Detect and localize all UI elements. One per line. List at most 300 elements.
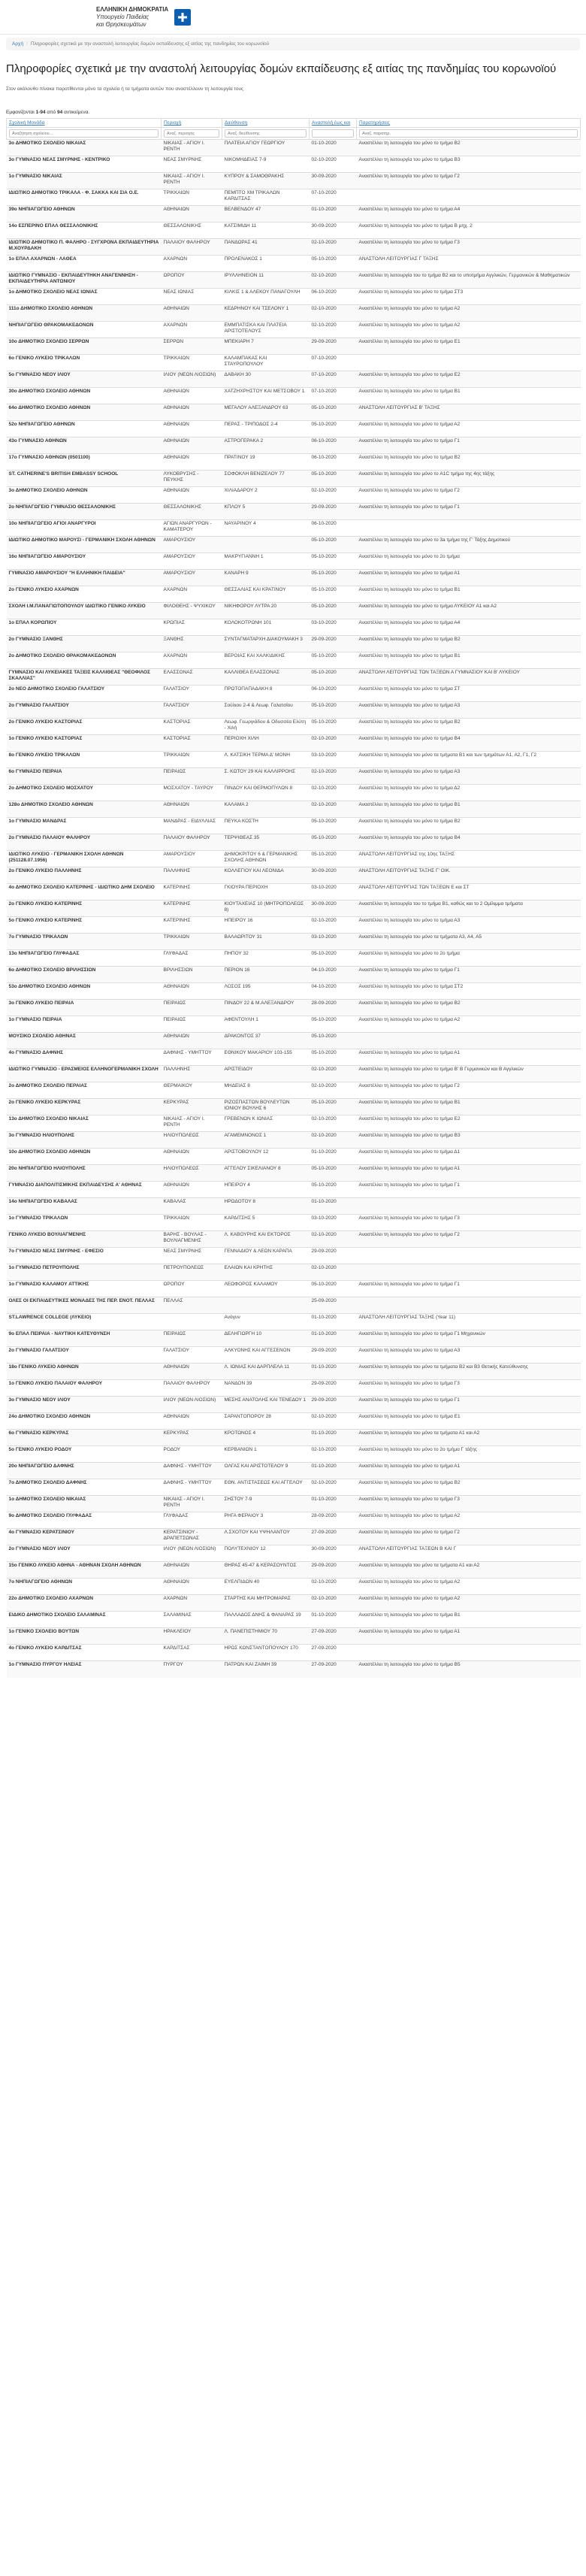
remarks-cell: Αναστέλλει τη λειτουργία του μόνο το τμήμα Γ3 <box>357 1496 581 1512</box>
table-row <box>7 934 581 950</box>
area-cell: ΘΕΣΣΑΛΟΝΙΚΗΣ <box>162 504 222 520</box>
table-row <box>7 1215 581 1231</box>
school-name-cell: 10ο ΔΗΜΟΤΙΚΟ ΣΧΟΛΕΙΟ ΑΘΗΝΩΝ <box>7 1149 162 1165</box>
table-row <box>7 1066 581 1082</box>
address-cell: ΕΛΑΙΩΝ ΚΑΙ ΚΡΗΤΗΣ <box>222 1264 310 1281</box>
address-cell: ΚΙΛΚΙΣ 1 & ΑΛΕΚΟΥ ΠΑΝΑΓΟΥΛΗ <box>222 289 310 305</box>
table-row <box>7 1397 581 1413</box>
suspension-date-cell: 07-10-2020 <box>310 371 357 388</box>
table-row <box>7 570 581 586</box>
remarks-cell: ΑΝΑΣΤΟΛΗ ΛΕΙΤΟΥΡΓΙΑΣ Β' ΤΑΞΗΣ <box>357 404 581 421</box>
address-cell: ΠΑΛΛΑΔΟΣ ΔΝΗΣ & ΦΑΝΑΡΑΣ 19 <box>222 1612 310 1628</box>
suspension-date-cell: 02-10-2020 <box>310 1413 357 1430</box>
area-cell <box>162 1314 222 1330</box>
area-cell: ΑΓΙΩΝ ΑΝΑΡΓΥΡΩΝ - ΚΑΜΑΤΕΡΟΥ <box>162 520 222 537</box>
table-row <box>7 719 581 735</box>
suspension-date-cell: 29-09-2020 <box>310 504 357 520</box>
suspension-date-cell: 02-10-2020 <box>310 1595 357 1612</box>
table-row <box>7 1463 581 1479</box>
area-cell: ΗΛΙΟΥΠΟΛΕΩΣ <box>162 1165 222 1182</box>
area-cell: ΠΕΙΡΑΙΩΣ <box>162 1330 222 1347</box>
school-name-cell: 4ο ΓΥΜΝΑΣΙΟ ΚΕΡΑΤΣΙΝΙΟΥ <box>7 1529 162 1545</box>
area-cell: ΓΑΛΑΤΣΙΟΥ <box>162 1347 222 1364</box>
remarks-cell: Αναστέλλει τη λειτουργία του μόνο το τμήμα Β μηχ. 2 <box>357 222 581 239</box>
area-cell: ΜΑΝΔΡΑΣ - ΕΙΔΥΛΛΙΑΣ <box>162 818 222 834</box>
address-cell: ΑΓΓΕΛΟΥ ΣΙΚΕΛΙΑΝΟΥ 8 <box>222 1165 310 1182</box>
area-cell: ΛΥΚΟΒΡΥΣΗΣ - ΠΕΥΚΗΣ <box>162 471 222 487</box>
remarks-cell: Αναστέλλει τη λειτουργία του μόνο τα τμήματα Β2 και Β3 Θετικής Κατεύθυνσης <box>357 1364 581 1380</box>
suspension-date-cell: 29-09-2020 <box>310 1248 357 1264</box>
school-name-cell: 16ο ΝΗΠΙΑΓΩΓΕΙΟ ΑΜΑΡΟΥΣΙΟΥ <box>7 553 162 570</box>
table-row <box>7 636 581 652</box>
area-cell: ΚΑΒΑΛΑΣ <box>162 1198 222 1215</box>
site-header <box>0 0 586 35</box>
remarks-cell: ΑΝΑΣΤΟΛΗ ΛΕΙΤΟΥΡΓΙΑΣ ΤΑΞΗΣ Γ' ΟΙΚ. <box>357 867 581 884</box>
table-row <box>7 735 581 752</box>
area-cell: ΑΘΗΝΑΙΩΝ <box>162 454 222 471</box>
area-cell: ΡΟΔΟΥ <box>162 1446 222 1463</box>
area-cell: ΤΡΙΚΚΑΙΩΝ <box>162 189 222 206</box>
school-name-cell: 9ο ΕΠΑΛ ΠΕΙΡΑΙΑ - ΝΑΥΤΙΚΗ ΚΑΤΕΥΘΥΝΣΗ <box>7 1330 162 1347</box>
area-cell: ΜΟΣΧΑΤΟΥ - ΤΑΥΡΟΥ <box>162 785 222 801</box>
address-cell: Σούλιου 2-4 & Λεωφ. Γαλατσίου <box>222 702 310 719</box>
address-cell: ΠΕΥΚΑ ΚΟΣΤΗ <box>222 818 310 834</box>
suspension-date-cell: 29-09-2020 <box>310 1397 357 1413</box>
remarks-cell: Αναστέλλει τη λειτουργία του μόνο το τμήμα ΣΤ <box>357 686 581 702</box>
address-cell: ΜΑΚΡΥΓΙΑΝΝΗ 1 <box>222 553 310 570</box>
area-cell: ΑΘΗΝΑΙΩΝ <box>162 983 222 1000</box>
suspension-date-cell: 25-09-2020 <box>310 1297 357 1314</box>
remarks-cell: Αναστέλλει τη λειτουργία του μόνο το τμήμα Β2 <box>357 140 581 156</box>
table-row <box>7 1000 581 1016</box>
school-name-cell: 1ο ΕΠΑΛ ΑΧΑΡΝΩΝ - ΛΑΘΕΑ <box>7 256 162 272</box>
schools-grid <box>6 118 581 1678</box>
suspension-date-cell: 02-10-2020 <box>310 1082 357 1099</box>
suspension-date-cell: 28-09-2020 <box>310 1512 357 1529</box>
address-filter-input[interactable] <box>225 129 307 138</box>
remarks-cell: Αναστέλλει τη λειτουργία του μόνο το A1C τμήμα της 4ης τάξης <box>357 471 581 487</box>
remarks-cell: Αναστέλλει τη λειτουργία του μόνο το τμήμα Α3 <box>357 917 581 934</box>
suspension-date-cell: 05-10-2020 <box>310 603 357 619</box>
remarks-cell <box>357 189 581 206</box>
table-row <box>7 553 581 570</box>
address-cell: ΣΥΝΤΑΓΜΑΤΑΡΧΗ ΔΙΑΚΟΥΜΑΚΗ 3 <box>222 636 310 652</box>
school-name-cell: 1ο ΓΥΜΝΑΣΙΟ ΠΕΤΡΟΥΠΟΛΗΣ <box>7 1264 162 1281</box>
area-cell: ΔΑΦΝΗΣ - ΥΜΗΤΤΟΥ <box>162 1049 222 1066</box>
table-row <box>7 983 581 1000</box>
table-row <box>7 818 581 834</box>
table-row <box>7 471 581 487</box>
school-name-cell: 2ο ΓΕΝΙΚΟ ΛΥΚΕΙΟ ΠΑΛΛΗΝΗΣ <box>7 867 162 884</box>
school-name-cell: 14ο ΝΗΠΙΑΓΩΓΕΙΟ ΚΑΒΑΛΑΣ <box>7 1198 162 1215</box>
area-cell: ΤΡΙΚΚΑΙΩΝ <box>162 355 222 371</box>
area-cell: ΙΛΙΟΥ (ΝΕΩΝ ΛΙΟΣΙΩΝ) <box>162 1545 222 1562</box>
address-cell: ΚΑΛΑΜΑ 2 <box>222 801 310 818</box>
remarks-cell: Αναστέλλει τη λειτουργία του μόνο το τμήμα Α3 <box>357 768 581 785</box>
suspension-date-cell: 01-10-2020 <box>310 1198 357 1215</box>
table-row <box>7 222 581 239</box>
suspension-date-cell: 01-10-2020 <box>310 1496 357 1512</box>
area-cell: ΣΑΛΑΜΙΝΑΣ <box>162 1612 222 1628</box>
suspension-date-cell: 06-10-2020 <box>310 289 357 305</box>
school-name-cell: 6ο ΔΗΜΟΤΙΚΟ ΣΧΟΛΕΙΟ ΒΡΙΛΗΣΣΙΩΝ <box>7 967 162 983</box>
school-name-cell: 2ο ΓΥΜΝΑΣΙΟ ΝΕΟΥ ΙΛΙΟΥ <box>7 1545 162 1562</box>
remarks-cell: Αναστέλλει τη λειτουργία του μόνο το τμήμα Γ1 <box>357 1281 581 1297</box>
address-cell: ΡΗΓΑ ΦΕΡΑΙΟΥ 3 <box>222 1512 310 1529</box>
area-cell: ΚΕΡΚΥΡΑΣ <box>162 1430 222 1446</box>
address-cell: Ανάγυν <box>222 1314 310 1330</box>
school-name-cell: 13ο ΝΗΠΙΑΓΩΓΕΙΟ ΓΛΥΦΑΔΑΣ <box>7 950 162 967</box>
suspension-date-cell: 02-10-2020 <box>310 1264 357 1281</box>
suspension-date-cell: 05-10-2020 <box>310 1049 357 1066</box>
remarks-cell: Αναστέλλει τη λειτουργία του μόνο το τμήμα Γ1 <box>357 1397 581 1413</box>
address-cell: ΔΗΜΟΚΡΙΤΟΥ 6 & ΓΕΡΜΑΝΙΚΗΣ ΣΧΟΛΗΣ ΑΘΗΝΩΝ <box>222 851 310 867</box>
remarks-cell: Αναστέλλει τη λειτουργία του μόνο το τμήμα Α2 <box>357 1016 581 1033</box>
address-cell: ΝΙΚΗΦΟΡΟΥ ΛΥΤΡΑ 20 <box>222 603 310 619</box>
school-name-cell: 3ο ΔΗΜΟΤΙΚΟ ΣΧΟΛΕΙΟ ΝΙΚΑΙΑΣ <box>7 140 162 156</box>
remarks-cell: ΑΝΑΣΤΟΛΗ ΛΕΙΤΟΥΡΓΙΑΣ ΤΑΞΗΣ (Year 11) <box>357 1314 581 1330</box>
suspension-date-cell: 02-10-2020 <box>310 1115 357 1132</box>
area-cell: ΑΘΗΝΑΙΩΝ <box>162 388 222 404</box>
remarks-cell <box>357 1645 581 1661</box>
address-cell: ΠΑΤΡΩΝ ΚΑΙ ΖΑΙΜΗ 39 <box>222 1661 310 1678</box>
school-name-cell: 2ο ΝΕΟ ΔΗΜΟΤΙΚΟ ΣΧΟΛΕΙΟ ΓΑΛΑΤΣΙΟΥ <box>7 686 162 702</box>
remarks-cell: Αναστέλλει τη λειτουργία του μόνο το τμήμα Γ2 <box>357 487 581 504</box>
grid-filter-row <box>7 128 581 140</box>
address-cell: ΗΠΕΙΡΟΥ 4 <box>222 1182 310 1198</box>
address-cell: ΕΜΜΠΑΤΙΣΚΑ ΚΑΙ ΠΛΑΤΕΙΑ ΑΡΙΣΤΟΤΕΛΟΥΣ <box>222 322 310 338</box>
school-name-cell: ΟΛΕΣ ΟΙ ΕΚΠΑΙΔΕΥΤΙΚΕΣ ΜΟΝΑΔΕΣ ΤΗΣ ΠΕΡ. ΕΝΟΤ. ΠΕΛΛΑΣ <box>7 1297 162 1314</box>
suspension-date-cell: 28-09-2020 <box>310 1000 357 1016</box>
area-cell: ΑΜΑΡΟΥΣΙΟΥ <box>162 851 222 867</box>
school-name-cell: 6ο ΓΕΝΙΚΟ ΛΥΚΕΙΟ ΤΡΙΚΑΛΩΝ <box>7 355 162 371</box>
suspension-date-cell: 29-09-2020 <box>310 338 357 355</box>
remarks-cell: ΑΝΑΣΤΟΛΗ ΛΕΙΤΟΥΡΓΙΑΣ ΤΑΞΕΩΝ Β ΚΑΙ Γ <box>357 1545 581 1562</box>
address-cell: ΚΕΔΡΗΝΟΥ ΚΑΙ ΤΣΕΛΟΝΥ 1 <box>222 305 310 322</box>
area-cell: ΚΑΡΔΙΤΣΑΣ <box>162 1645 222 1661</box>
column-header-school[interactable]: Σχολική Μονάδα <box>7 119 162 128</box>
grid-header-row <box>7 119 581 128</box>
suspension-date-cell: 02-10-2020 <box>310 1231 357 1248</box>
area-filter-input[interactable] <box>164 129 219 138</box>
school-name-cell: 2ο ΓΥΜΝΑΣΙΟ ΓΑΛΑΤΣΙΟΥ <box>7 1347 162 1364</box>
remarks-cell: Αναστέλλει τη λειτουργία του μόνο το τμήμα Δ2 <box>357 785 581 801</box>
area-cell: ΑΧΑΡΝΩΝ <box>162 652 222 669</box>
area-cell: ΑΧΑΡΝΩΝ <box>162 256 222 272</box>
table-row <box>7 371 581 388</box>
school-name-cell: 1ο ΓΥΜΝΑΣΙΟ ΜΑΝΔΡΑΣ <box>7 818 162 834</box>
address-cell: Λ. ΚΑΤΣΙΚΗ ΤΕΡΜΑ Δ' ΜΟΝΗ <box>222 752 310 768</box>
school-filter-input[interactable] <box>9 129 159 138</box>
table-row <box>7 1529 581 1545</box>
suspension-date-cell: 05-10-2020 <box>310 719 357 735</box>
remarks-cell: Αναστέλλει τη λειτουργία του μόνο το τμήμα ΛΥΚΕΙΟΥ Α1 και Α2 <box>357 603 581 619</box>
area-cell: ΠΑΛΛΗΝΗΣ <box>162 1066 222 1082</box>
suspension-date-cell: 05-10-2020 <box>310 256 357 272</box>
remarks-cell: Αναστέλλει τη λειτουργία του μόνο το τμήμα Β2 <box>357 719 581 735</box>
school-name-cell: 20ο ΝΗΠΙΑΓΩΓΕΙΟ ΔΑΦΝΗΣ <box>7 1463 162 1479</box>
remarks-cell: Αναστέλλει τη λειτουργία του μόνο το τμήμα ΣΤ2 <box>357 983 581 1000</box>
suspension-date-cell: 05-10-2020 <box>310 537 357 553</box>
address-cell: ΣΑΡΑΝΤΟΠΟΡΟΥ 28 <box>222 1413 310 1430</box>
address-cell: ΧΙΛΙΑΔΑΡΟΥ 2 <box>222 487 310 504</box>
address-cell: ΒΕΛΒΕΝΔΟΥ 47 <box>222 206 310 222</box>
table-row <box>7 917 581 934</box>
remarks-cell: Αναστέλλει τη λειτουργία του μόνο το τμήμα Γ2 <box>357 173 581 189</box>
school-name-cell: ΓΥΜΝΑΣΙΟ ΑΜΑΡΟΥΣΙΟΥ "Η ΕΛΛΗΝΙΚΗ ΠΑΙΔΕΙΑ" <box>7 570 162 586</box>
area-cell: ΣΕΡΡΩΝ <box>162 338 222 355</box>
table-row <box>7 1082 581 1099</box>
remarks-cell: Αναστέλλει τη λειτουργία του μόνο το 2ο τμήμα Γ τάξης <box>357 1446 581 1463</box>
table-row <box>7 1231 581 1248</box>
address-cell: Λ. ΚΑΒΟΥΡΗΣ ΚΑΙ ΕΚΤΟΡΟΣ <box>222 1231 310 1248</box>
address-cell: ΟΛΓΑΣ ΚΑΙ ΑΡΙΣΤΟΤΕΛΟΥ 9 <box>222 1463 310 1479</box>
remarks-cell: Αναστέλλει τη λειτουργία του μόνο το τμήμα Γ3 <box>357 1215 581 1231</box>
school-name-cell: 3ο ΓΥΜΝΑΣΙΟ ΝΕΑΣ ΣΜΥΡΝΗΣ - ΚΕΝΤΡΙΚΟ <box>7 156 162 173</box>
address-cell <box>222 1297 310 1314</box>
address-cell: ΠΕΡΑΣ - ΤΡΙΠΟΔΟΣ 2-4 <box>222 421 310 437</box>
table-row <box>7 355 581 371</box>
address-cell: ΕΥΕΛΠΙΔΩΝ 40 <box>222 1579 310 1595</box>
remarks-cell: Αναστέλλει τη λειτουργία του μόνο τα τμήματα Β1 και των τμημάτων Α1, Α2, Γ1, Γ2 <box>357 752 581 768</box>
school-name-cell: 24ο ΔΗΜΟΤΙΚΟ ΣΧΟΛΕΙΟ ΑΘΗΝΩΝ <box>7 1413 162 1430</box>
suspension-date-cell: 05-10-2020 <box>310 669 357 686</box>
date-filter-input[interactable] <box>312 129 354 138</box>
school-name-cell: 2ο ΝΗΠΙΑΓΩΓΕΙΟ ΓΥΜΝΑΣΙΟ ΘΕΣΣΑΛΟΝΙΚΗΣ <box>7 504 162 520</box>
table-row <box>7 1264 581 1281</box>
school-name-cell: 1ο ΓΥΜΝΑΣΙΟ ΚΑΛΑΜΟΥ ΑΤΤΙΚΗΣ <box>7 1281 162 1297</box>
address-cell: ΑΛΚΥΟΝΗΣ ΚΑΙ ΑΓΓΕΣΕΝΟΝ <box>222 1347 310 1364</box>
school-name-cell: ΙΔΙΩΤΙΚΟ ΔΗΜΟΤΙΚΟ ΜΑΡΟΥΣΙ - ΓΕΡΜΑΝΙΚΗ ΣΧΟΛΗ ΑΘΗΝΩΝ <box>7 537 162 553</box>
school-name-cell: 3ο ΔΗΜΟΤΙΚΟ ΣΧΟΛΕΙΟ ΑΘΗΝΩΝ <box>7 487 162 504</box>
suspension-date-cell: 27-09-2020 <box>310 1628 357 1645</box>
table-row <box>7 801 581 818</box>
school-name-cell: 2ο ΔΗΜΟΤΙΚΟ ΣΧΟΛΕΙΟ ΜΟΣΧΑΤΟΥ <box>7 785 162 801</box>
area-cell: ΝΙΚΑΙΑΣ - ΑΓΙΟΥ Ι. ΡΕΝΤΗ <box>162 140 222 156</box>
address-cell: ΤΕΡΨΙΘΕΑΣ 35 <box>222 834 310 851</box>
remarks-cell: Αναστέλλει τη λειτουργία του μόνο το τμήμα Β1 <box>357 1099 581 1115</box>
address-cell: ΘΗΡΑΣ 45-47 & ΚΕΡΑΣΟΥΝΤΟΣ <box>222 1562 310 1579</box>
address-cell: ΔΡΑΚΟΝΤΟΣ 37 <box>222 1033 310 1049</box>
remarks-cell <box>357 520 581 537</box>
school-name-cell: 1ο ΓΕΝΙΚΟ ΛΥΚΕΙΟ ΠΑΛΑΙΟΥ ΦΑΛΗΡΟΥ <box>7 1380 162 1397</box>
breadcrumb-separator: / <box>26 41 28 47</box>
address-cell: ΕΘΝ. ΑΝΤΙΣΤΑΣΕΩΣ ΚΑΙ ΑΓΓΕΛΟΥ <box>222 1479 310 1496</box>
area-cell: ΑΧΑΡΝΩΝ <box>162 1595 222 1612</box>
suspension-date-cell: 02-10-2020 <box>310 735 357 752</box>
area-cell: ΠΕΙΡΑΙΩΣ <box>162 1016 222 1033</box>
summary-range: 1-94 <box>35 110 46 115</box>
suspension-date-cell: 01-10-2020 <box>310 140 357 156</box>
remarks-cell: Αναστέλλει τη λειτουργία του μόνο το τμήμα Α2 <box>357 421 581 437</box>
suspension-date-cell: 02-10-2020 <box>310 1066 357 1082</box>
address-cell: ΣΤΑΡΤΗΣ ΚΑΙ ΜΗΤΡΟΜΑΡΑΣ <box>222 1595 310 1612</box>
suspension-date-cell: 05-10-2020 <box>310 1016 357 1033</box>
breadcrumb <box>6 38 580 50</box>
suspension-date-cell: 05-10-2020 <box>310 553 357 570</box>
column-header-address[interactable]: Διεύθυνση <box>222 119 310 128</box>
suspension-date-cell: 27-09-2020 <box>310 1529 357 1545</box>
area-cell: ΑΘΗΝΑΙΩΝ <box>162 305 222 322</box>
area-cell: ΙΛΙΟΥ (ΝΕΩΝ ΛΙΟΣΙΩΝ) <box>162 1397 222 1413</box>
school-name-cell: 128ο ΔΗΜΟΤΙΚΟ ΣΧΟΛΕΙΟ ΑΘΗΝΩΝ <box>7 801 162 818</box>
table-row <box>7 156 581 173</box>
table-row <box>7 173 581 189</box>
column-header-area[interactable]: Περιοχή <box>162 119 222 128</box>
suspension-date-cell: 05-10-2020 <box>310 471 357 487</box>
area-cell: ΑΘΗΝΑΙΩΝ <box>162 1182 222 1198</box>
remarks-cell: Αναστέλλει τη λειτουργία του μόνο το τμήμα Ε1 <box>357 1413 581 1430</box>
logo-line-1: ΕΛΛΗΝΙΚΗ ΔΗΜΟΚΡΑΤΙΑ <box>96 5 169 13</box>
school-name-cell: 9ο ΔΗΜΟΤΙΚΟ ΣΧΟΛΕΙΟ ΓΛΥΦΑΔΑΣ <box>7 1512 162 1529</box>
table-row <box>7 504 581 520</box>
area-cell: ΠΑΛΑΙΟΥ ΦΑΛΗΡΟΥ <box>162 239 222 256</box>
suspension-date-cell: 02-10-2020 <box>310 272 357 289</box>
table-row <box>7 537 581 553</box>
address-cell <box>222 537 310 553</box>
remarks-cell: Αναστέλλει τη λειτουργία του μόνο το τμήμα Β1 <box>357 1612 581 1628</box>
remarks-cell: Αναστέλλει τη λειτουργία του μόνο το τμήμα Γ3 <box>357 1380 581 1397</box>
address-cell: ΜΠΕΚΙΑΡΗ 7 <box>222 338 310 355</box>
remarks-cell: Αναστέλλει τη λειτουργία του μόνο το τμήμα Β2 <box>357 818 581 834</box>
remarks-filter-input[interactable] <box>359 129 578 138</box>
suspension-date-cell: 02-10-2020 <box>310 1579 357 1595</box>
suspension-date-cell: 05-10-2020 <box>310 702 357 719</box>
suspension-date-cell: 02-10-2020 <box>310 1132 357 1149</box>
suspension-date-cell: 05-10-2020 <box>310 834 357 851</box>
area-cell: ΑΘΗΝΑΙΩΝ <box>162 437 222 454</box>
table-row <box>7 1198 581 1215</box>
ministry-logo[interactable] <box>96 6 168 29</box>
suspension-date-cell: 01-10-2020 <box>310 1364 357 1380</box>
school-name-cell: 2ο ΔΗΜΟΤΙΚΟ ΣΧΟΛΕΙΟ ΘΡΑΚΟΜΑΚΕΔΟΝΩΝ <box>7 652 162 669</box>
remarks-cell <box>357 1198 581 1215</box>
address-cell: ΚΑΛΑΜΠΑΚΑΣ ΚΑΙ ΣΤΑΥΡΟΠΟΥΛΟΥ <box>222 355 310 371</box>
column-header-suspension-date[interactable]: Αναστολή έως και <box>310 119 357 128</box>
suspension-date-cell: 02-10-2020 <box>310 322 357 338</box>
suspension-date-cell: 30-09-2020 <box>310 901 357 917</box>
summary-middle: από <box>47 110 56 115</box>
school-name-cell: 6ο ΓΥΜΝΑΣΙΟ ΚΕΡΚΥΡΑΣ <box>7 1430 162 1446</box>
area-cell: ΑΜΑΡΟΥΣΙΟΥ <box>162 537 222 553</box>
area-cell: ΤΡΙΚΚΑΙΩΝ <box>162 1215 222 1231</box>
suspension-date-cell: 03-10-2020 <box>310 1215 357 1231</box>
address-cell: ΠΕΜΠΤΟ ΧΜ ΤΡΙΚΑΛΩΝ ΚΑΡΔΙΤΣΑΣ <box>222 189 310 206</box>
address-cell: ΣΟΦΟΚΛΗ ΒΕΝΙΖΕΛΟΥ 77 <box>222 471 310 487</box>
school-name-cell: ΓΥΜΝΑΣΙΟ ΚΑΙ ΛΥΚΕΙΑΚΕΣ ΤΑΞΕΙΣ ΚΑΛΛΙΘΕΑΣ "ΘΕΟΦΙΛΟΣ ΣΚΑΛΛΙΑΣ" <box>7 669 162 686</box>
table-row <box>7 1099 581 1115</box>
table-row <box>7 1182 581 1198</box>
remarks-cell: Αναστέλλει τη λειτουργία του μόνο το τμήμα Γ1 <box>357 437 581 454</box>
remarks-cell: Αναστέλλει τη λειτουργία του μόνο το τμήμα Ε1 <box>357 338 581 355</box>
remarks-cell: Αναστέλλει τη λειτουργία του μόνο το τμήμα Γ1 <box>357 967 581 983</box>
area-cell: ΦΙΛΟΘΕΗΣ - ΨΥΧΙΚΟΥ <box>162 603 222 619</box>
area-cell: ΚΕΡΚΥΡΑΣ <box>162 1099 222 1115</box>
suspension-date-cell: 01-10-2020 <box>310 1612 357 1628</box>
school-name-cell: ΙΔΙΩΤΙΚΟ ΛΥΚΕΙΟ - ΓΕΡΜΑΝΙΚΗ ΣΧΟΛΗ ΑΘΗΝΩΝ (251128.07.1956) <box>7 851 162 867</box>
remarks-cell <box>357 1033 581 1049</box>
table-row <box>7 702 581 719</box>
suspension-date-cell: 02-10-2020 <box>310 801 357 818</box>
area-cell: ΘΕΣΣΑΛΟΝΙΚΗΣ <box>162 222 222 239</box>
remarks-cell <box>357 1248 581 1264</box>
school-name-cell: 64ο ΔΗΜΟΤΙΚΟ ΣΧΟΛΕΙΟ ΑΘΗΝΩΝ <box>7 404 162 421</box>
remarks-cell: Αναστέλλει τη λειτουργία του μόνο το τμήμα Γ2 <box>357 1529 581 1545</box>
school-name-cell: 7ο ΝΗΠΙΑΓΩΓΕΙΟ ΑΘΗΝΩΝ <box>7 1579 162 1595</box>
suspension-date-cell: 29-09-2020 <box>310 1347 357 1364</box>
area-cell: ΚΕΡΑΤΣΙΝΙΟΥ - ΔΡΑΠΕΤΣΩΝΑΣ <box>162 1529 222 1545</box>
suspension-date-cell: 30-09-2020 <box>310 1545 357 1562</box>
school-name-cell: 52ο ΝΗΠΙΑΓΩΓΕΙΟ ΑΘΗΝΩΝ <box>7 421 162 437</box>
school-name-cell: 10ο ΔΗΜΟΤΙΚΟ ΣΧΟΛΕΙΟ ΣΕΡΡΩΝ <box>7 338 162 355</box>
breadcrumb-home-link[interactable]: Αρχή <box>12 41 24 47</box>
school-name-cell: ΙΔΙΩΤΙΚΟ ΔΗΜΟΤΙΚΟ ΤΡΙΚΑΛΑ - Φ. ΣΑΚΚΑ ΚΑΙ ΣΙΑ Ο.Ε. <box>7 189 162 206</box>
address-cell: ΚΕΡΒΑΝΙΩΝ 1 <box>222 1446 310 1463</box>
area-cell: ΓΑΛΑΤΣΙΟΥ <box>162 702 222 719</box>
address-cell: ΠΡΟΛΕΝΑΚΟΣ 1 <box>222 256 310 272</box>
suspension-date-cell: 02-10-2020 <box>310 239 357 256</box>
logo-line-2: Υπουργείο Παιδείας <box>96 13 150 20</box>
table-row <box>7 272 581 289</box>
table-row <box>7 1562 581 1579</box>
school-name-cell: 6ο ΓΥΜΝΑΣΙΟ ΠΕΙΡΑΙΑ <box>7 768 162 785</box>
column-header-remarks[interactable]: Παρατηρήσεις <box>357 119 581 128</box>
area-cell: ΑΘΗΝΑΙΩΝ <box>162 1364 222 1380</box>
table-row <box>7 487 581 504</box>
school-name-cell: 1ο ΕΠΑΛ ΚΟΡΩΠΙΟΥ <box>7 619 162 636</box>
summary-suffix: αντικείμενα. <box>64 110 90 115</box>
address-cell: ΠΑΝΔΩΡΑΣ 41 <box>222 239 310 256</box>
table-row <box>7 967 581 983</box>
area-cell: ΒΑΡΗΣ - ΒΟΥΛΑΣ - ΒΟΥΛΙΑΓΜΕΝΗΣ <box>162 1231 222 1248</box>
table-row <box>7 289 581 305</box>
suspension-date-cell: 03-10-2020 <box>310 884 357 901</box>
address-cell: ΡΙΖΟΣΠΑΣΤΩΝ ΒΟΥΛΕΥΤΩΝ ΙΟΝΙΟΥ ΒΟΥΛΗΣ 6 <box>222 1099 310 1115</box>
remarks-cell: Αναστέλλει τη λειτουργία του μόνο το τμήμα Ε2 <box>357 1115 581 1132</box>
school-name-cell: ΙΔΙΩΤΙΚΟ ΓΥΜΝΑΣΙΟ - ΕΡΑΣΜΕΙΟΣ ΕΛΛΗΝΟΓΕΡΜΑΝΙΚΗ ΣΧΟΛΗ <box>7 1066 162 1082</box>
address-cell: ΜΕΓΑΛΟΥ ΑΛΕΞΑΝΔΡΟΥ 63 <box>222 404 310 421</box>
suspension-date-cell: 27-09-2020 <box>310 1661 357 1678</box>
table-row <box>7 437 581 454</box>
table-row <box>7 1248 581 1264</box>
address-cell: ΛΕΩΦΟΡΟΣ ΚΑΛΑΜΟΥ <box>222 1281 310 1297</box>
area-cell: ΚΑΤΕΡΙΝΗΣ <box>162 884 222 901</box>
suspension-date-cell: 30-09-2020 <box>310 173 357 189</box>
area-cell: ΑΘΗΝΑΙΩΝ <box>162 487 222 504</box>
school-name-cell: ΙΔΙΩΤΙΚΟ ΓΥΜΝΑΣΙΟ - ΕΚΠΑΙΔΕΥΤΗΚΗ ΑΝΑΓΕΝΝΗΣΗ - ΕΚΠΑΙΔΕΥΤΗΡΙΑ ΑΝΤΩΝΙΟΥ <box>7 272 162 289</box>
table-row <box>7 1512 581 1529</box>
suspension-date-cell: 01-10-2020 <box>310 1463 357 1479</box>
address-cell: ΠΕΡΙΟΧΗ ΧΙΛΗ <box>222 735 310 752</box>
logo-line-3: και Θρησκευμάτων <box>96 20 146 28</box>
table-row <box>7 189 581 206</box>
remarks-cell: Αναστέλλει τη λειτουργία του μόνο το τμήμα Α2 <box>357 1512 581 1529</box>
address-cell: ΠΗΠΟΥ 32 <box>222 950 310 967</box>
table-row <box>7 1364 581 1380</box>
table-row <box>7 950 581 967</box>
area-cell: ΚΡΩΠΙΑΣ <box>162 619 222 636</box>
suspension-date-cell: 03-10-2020 <box>310 752 357 768</box>
table-row <box>7 1165 581 1182</box>
address-cell: ΓΚΙΟΥΡΑ ΠΕΡΙΟΧΗ <box>222 884 310 901</box>
table-row <box>7 1545 581 1562</box>
remarks-cell: Αναστέλλει τη λειτουργία του μόνο το τμήμα Β2 <box>357 636 581 652</box>
area-cell: ΙΛΙΟΥ (ΝΕΩΝ ΛΙΟΣΙΩΝ) <box>162 371 222 388</box>
school-name-cell: ΣΧΟΛΗ Ι.Μ.ΠΑΝΑΓΙΩΤΟΠΟΥΛΟΥ ΙΔΙΩΤΙΚΟ ΓΕΝΙΚΟ ΛΥΚΕΙΟ <box>7 603 162 619</box>
area-cell: ΑΘΗΝΑΙΩΝ <box>162 1149 222 1165</box>
remarks-cell: ΑΝΑΣΤΟΛΗ ΛΕΙΤΟΥΡΓΙΑΣ της 10ης ΤΑΞΗΣ <box>357 851 581 867</box>
suspension-date-cell: 06-10-2020 <box>310 686 357 702</box>
